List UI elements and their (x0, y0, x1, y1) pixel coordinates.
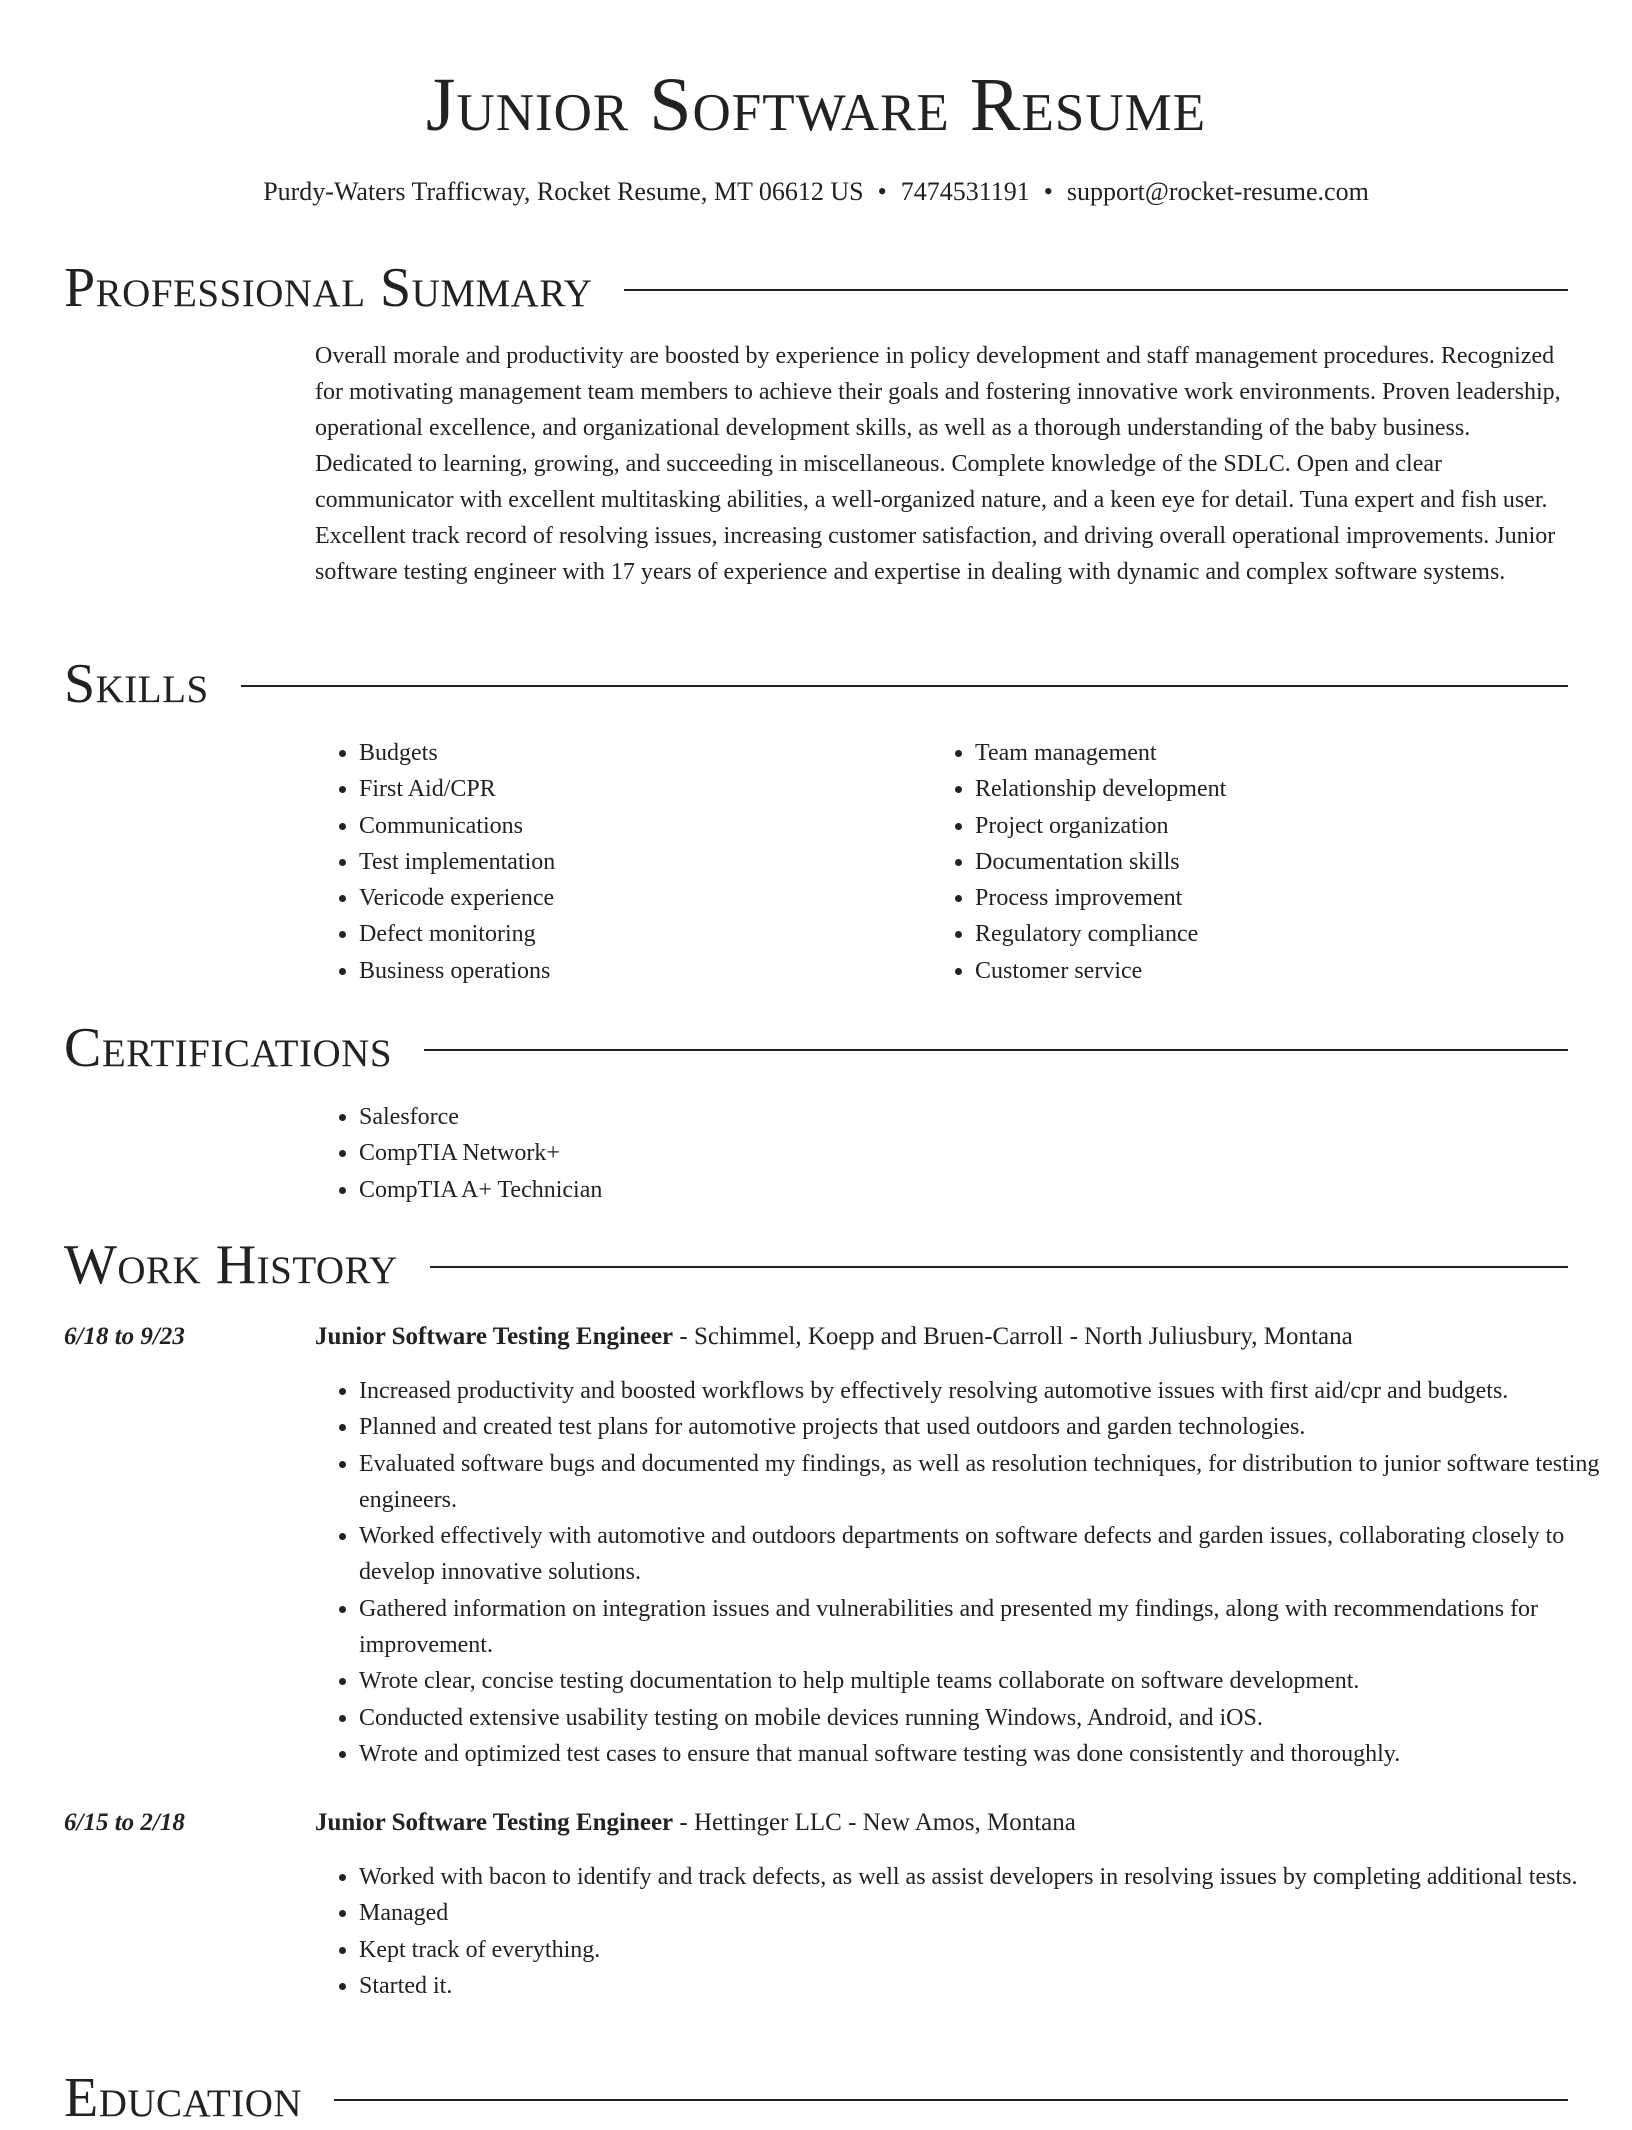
job-bullet: • Started it. (359, 1968, 1611, 2004)
certification-item: • Salesforce (359, 1099, 1611, 1135)
skill-item: • Process improvement (975, 880, 1605, 916)
skill-item: • Documentation skills (975, 844, 1605, 880)
contact-line (0, 174, 1632, 210)
contact-address: Purdy-Waters Trafficway, Rocket Resume, MT 06612 US (263, 177, 864, 206)
job-bullet: • Gathered information on integration issues and vulnerabilities and presented my findings, along with recommendations for improvement. (359, 1591, 1611, 1664)
skill-item: • Defect monitoring (359, 916, 919, 952)
contact-phone: 7474531191 (900, 177, 1030, 206)
skill-item: • Communications (359, 808, 919, 844)
job-bullets (315, 1373, 1611, 1772)
job-bullet: • Planned and created test plans for automotive projects that used outdoors and garden technologies. (359, 1409, 1611, 1445)
certifications-list (315, 1099, 1611, 1208)
skills-section-header (64, 652, 1568, 716)
certifications-section-header (64, 1016, 1568, 1080)
summary-heading: Professional Summary (64, 257, 593, 319)
skills-heading: Skills (64, 653, 209, 715)
job-header (315, 1805, 1567, 1841)
skill-item: • Team management (975, 735, 1605, 771)
section-divider (334, 2099, 1568, 2101)
education-heading: Education (64, 2067, 303, 2129)
skill-item: • Business operations (359, 953, 919, 989)
contact-email: support@rocket-resume.com (1066, 177, 1369, 206)
job-bullet: • Increased productivity and boosted workflows by effectively resolving automotive issues with first aid/cpr and budgets. (359, 1373, 1611, 1409)
education-section-header (64, 2066, 1568, 2130)
job-dates: 6/18 to 9/23 (64, 1323, 185, 1350)
skills-list-right (931, 735, 1605, 989)
certification-item: • CompTIA A+ Technician (359, 1172, 1611, 1208)
job-bullet: • Wrote clear, concise testing documentation to help multiple teams collaborate on software development. (359, 1663, 1611, 1699)
summary-section-header (64, 256, 1568, 320)
job-title: Junior Software Testing Engineer (315, 1323, 674, 1350)
skill-item: • Test implementation (359, 844, 919, 880)
skill-item: • First Aid/CPR (359, 771, 919, 807)
summary-text: Overall morale and productivity are boosted by experience in policy development and staff management procedures. Recognized for motivating management team members to achieve their goals and fostering innovative work environments. Proven leadership, operational excellence, and organizational development skills, as well as a thorough understanding of the baby business. Dedicated to learning, growing, and succeeding in miscellaneous. Complete knowledge of the SDLC. Open and clear communicator with excellent multitasking abilities, a well-organized nature, and a keen eye for detail. Tuna expert and fish user. Excellent track record of resolving issues, increasing customer satisfaction, and driving overall operational improvements. Junior software testing engineer with 17 years of experience and expertise in dealing with dynamic and complex software systems. (315, 343, 1561, 585)
job-employer: - Schimmel, Koepp and Bruen-Carroll - North Juliusbury, Montana (673, 1323, 1353, 1350)
skills-list-left (315, 735, 919, 989)
skill-item: • Vericode experience (359, 880, 919, 916)
skill-item: • Regulatory compliance (975, 916, 1605, 952)
certification-item: • CompTIA Network+ (359, 1135, 1611, 1171)
job-bullet: • Kept track of everything. (359, 1932, 1611, 1968)
job-bullet: • Worked effectively with automotive and outdoors departments on software defects and garden issues, collaborating closely to develop innovative solutions. (359, 1518, 1611, 1591)
work-section-header (64, 1233, 1568, 1297)
job-title: Junior Software Testing Engineer (315, 1809, 674, 1836)
job-bullets (315, 1859, 1611, 2004)
section-divider (624, 289, 1568, 291)
job-dates: 6/15 to 2/18 (64, 1809, 185, 1836)
section-divider (241, 685, 1568, 687)
work-heading: Work History (64, 1234, 398, 1296)
certifications-heading: Certifications (64, 1017, 393, 1079)
section-divider (424, 1049, 1568, 1051)
job-employer: - Hettinger LLC - New Amos, Montana (673, 1809, 1076, 1836)
job-bullet: • Evaluated software bugs and documented my findings, as well as resolution techniques, for distribution to junior software testing engineers. (359, 1446, 1611, 1519)
job-bullet: • Conducted extensive usability testing on mobile devices running Windows, Android, and iOS. (359, 1700, 1611, 1736)
skill-item: • Customer service (975, 953, 1605, 989)
resume-title: Junior Software Resume (425, 63, 1207, 147)
job-bullet: • Managed (359, 1895, 1611, 1931)
contact-separator: • (1043, 177, 1053, 206)
skill-item: • Budgets (359, 735, 919, 771)
skill-item: • Project organization (975, 808, 1605, 844)
job-bullet: • Wrote and optimized test cases to ensure that manual software testing was done consistently and thoroughly. (359, 1736, 1611, 1772)
job-bullet: • Worked with bacon to identify and track defects, as well as assist developers in resolving issues by completing additional tests. (359, 1859, 1611, 1895)
job-header (315, 1319, 1567, 1355)
section-divider (430, 1266, 1568, 1268)
contact-separator: • (877, 177, 887, 206)
skill-item: • Relationship development (975, 771, 1605, 807)
